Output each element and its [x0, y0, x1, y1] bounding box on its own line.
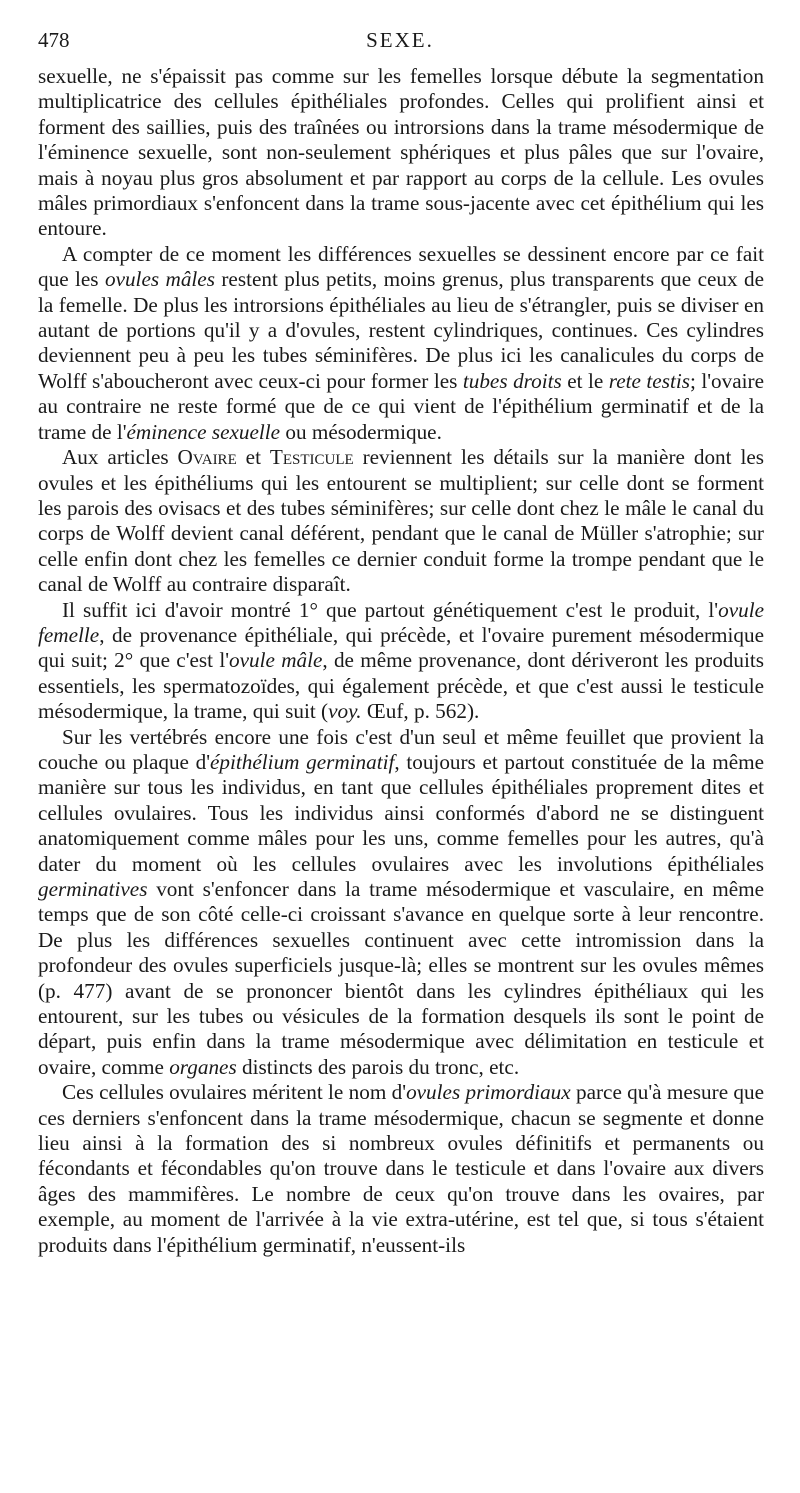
text-run: et: [236, 445, 270, 470]
paragraph: [38, 598, 764, 725]
text-run: Ces cellules ovulaires méritent le nom d': [62, 1080, 407, 1105]
small-caps-run: Testicule: [269, 445, 354, 470]
text-run: Il suffit ici d'avoir montré 1° que partout génétiquement c'est le produit, l': [62, 597, 719, 622]
text-run: ou mésodermique.: [280, 419, 442, 444]
text-run: Aux articles: [62, 445, 178, 470]
text-run: , de même provenance, dont dériveront les produits essentiels, les spermatozoïdes, qui également précède, et que c'est aussi le testicule mésodermique, la trame, qui suit (: [38, 648, 764, 724]
paragraph: [38, 1080, 764, 1258]
text-run: A compter de ce moment les différences sexuelles se dessinent encore par ce fait que les: [38, 241, 764, 292]
italic-run: rete testis: [608, 368, 690, 393]
page-number: 478: [38, 28, 70, 52]
italic-run: ovule femelle: [38, 597, 764, 647]
small-caps-run: Ovaire: [177, 445, 237, 470]
text-run: reviennent les détails sur la manière dont les ovules et les épithéliums qui les entourent se multiplient; sur celle dont se forment les parois des ovisacs et des tubes séminifères; sur celle dont chez le mâle le canal du corps de Wolff devient canal déférent, pendant que le canal de Müller s'atrophie; sur celle enfin dont chez les femelles ce dernier conduit forme la trompe pendant que le canal de Wolff au contraire disparaît.: [38, 445, 764, 597]
text-run: ; l'ovaire au contraire ne reste formé que de ce qui vient de l'épithélium germinatif et de la trame de l': [38, 368, 764, 444]
text-run: Œuf, p. 562).: [361, 699, 480, 724]
text-run: distincts des parois du tronc, etc.: [236, 1054, 520, 1079]
body-text: [38, 64, 764, 1258]
italic-run: ovule mâle: [229, 648, 323, 673]
italic-run: germinatives: [38, 877, 148, 901]
italic-run: épithélium germinatif: [210, 749, 395, 774]
text-run: Sur les vertébrés encore une fois c'est d'un seul et même feuillet que provient la couche ou plaque d': [38, 724, 764, 774]
text-run: parce qu'à mesure que ces derniers s'enfoncent dans la trame mésodermique, chacun se segmente et donne lieu ainsi à la formation des si nombreux ovules définitifs et permanents ou fécondants et fécondables qu'on trouve dans le testicule et dans l'ovaire aux divers âges des mammifères. Le nombre de ceux qu'on trouve dans les ovaires, par exemple, au moment de l'arrivée à la vie extra-utérine, est tel que, si tous s'étaient produits dans l'épithélium germinatif, n'eussent-ils: [38, 1080, 765, 1257]
paragraph: [38, 64, 764, 242]
running-header: [38, 28, 762, 56]
text-run: sexuelle, ne s'épaissit pas comme sur les femelles lorsque débute la segmentation multiplicatrice des cellules épithéliales profondes. Celles qui prolifient ainsi et forment des saillies, puis des traînées ou introrsions dans la trame mésodermique de l'éminence sexuelle, sont non-seulement sphériques et plus pâles que sur l'ovaire, mais à noyau plus gros absolument et par rapport au corps de la cellule. Les ovules mâles primordiaux s'enfoncent dans la trame sous-jacente avec cet épithélium qui les entoure.: [38, 64, 764, 241]
text-run: , de provenance épithéliale, qui précède, et l'ovaire purement mésodermique qui suit; 2° que c'est l': [38, 622, 764, 673]
text-run: restent plus petits, moins grenus, plus transparents que ceux de la femelle. De plus les introrsions épithéliales au lieu de s'étrangler, puis se diviser en autant de portions qu'il y a d'ovules, restent cylindriques, continues. Ces cylindres deviennent peu à peu les tubes séminifères. De plus ici les canalicules du corps de Wolff s'aboucheront avec ceux-ci pour former les: [38, 267, 764, 393]
text-run: et le: [561, 368, 609, 393]
paragraph: [38, 725, 764, 1081]
paragraph: [38, 242, 764, 445]
text-run: , toujours et partout constituée de la même manière sur tous les individus, en tant que cellules épithéliales proprement dites et cellules ovulaires. Tous les individus ainsi conformés d'abord ne se distinguent anatomiquement comme mâles pour les uns, comme femelles pour les autres, qu'à dater du moment où les cellules ovulaires avec les involutions épithéliales: [38, 749, 764, 876]
running-title: SEXE.: [366, 28, 434, 52]
italic-run: organes: [169, 1054, 237, 1079]
italic-run: éminence sexuelle: [126, 419, 281, 444]
paragraph: [38, 445, 764, 597]
italic-run: voy.: [328, 699, 362, 724]
italic-run: ovules mâles: [104, 267, 215, 292]
text-run: vont s'enfoncer dans la trame mésodermique et vasculaire, en même temps que de son côté celle-ci croissant s'avance en quelque sorte à leur rencontre. De plus les différences sexuelles continuent avec cette intromission dans la profondeur des ovules superficiels jusque-là; elles se montrent sur les ovules mêmes (p. 477) avant de se prononcer bientôt dans les cylindres épithéliaux qui les entourent, sur les tubes ou vésicules de la formation desquels ils sont le point de départ, puis enfin dans la trame mésodermique avec délimitation en testicule et ovaire, comme: [38, 877, 764, 1079]
italic-run: ovules primordiaux: [406, 1080, 571, 1105]
italic-run: tubes droits: [462, 368, 562, 393]
